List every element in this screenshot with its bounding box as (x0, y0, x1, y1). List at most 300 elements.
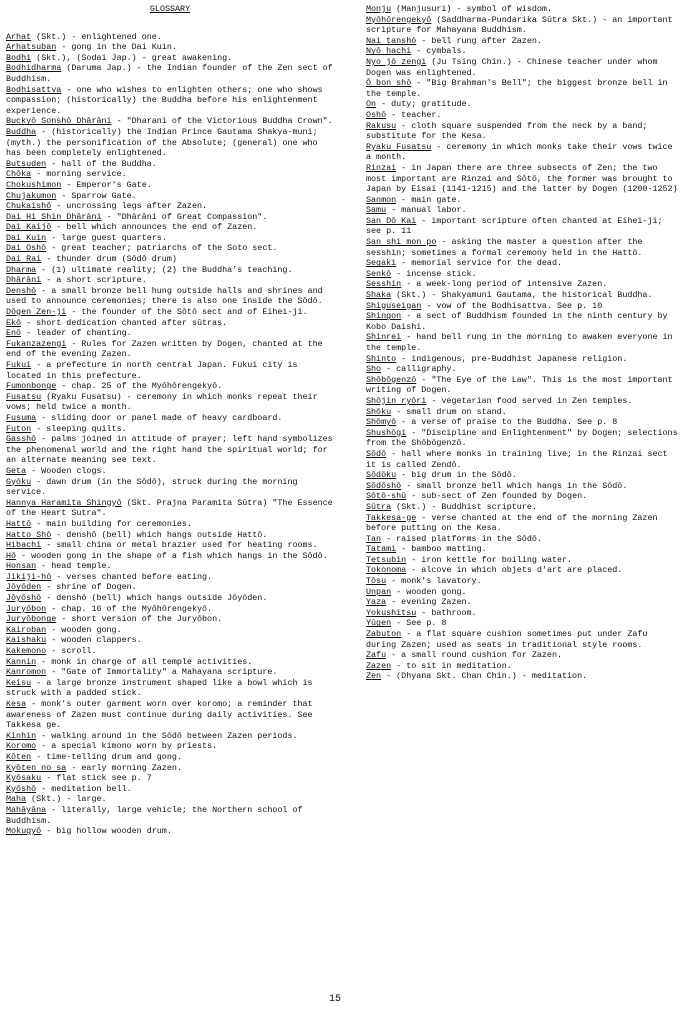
glossary-entry (366, 597, 678, 608)
glossary-definition: - small drum on stand. (391, 406, 507, 417)
glossary-entry (366, 57, 678, 78)
glossary-term: Butsuden (6, 158, 47, 169)
glossary-definition: - verse chanted at the end of the morning Zazen before putting on the Kesa. (366, 512, 658, 534)
glossary-definition: - a small bronze bell hung outside halls and shrines and used to announce ceremonies; there is also one inside the Sōdō. (6, 285, 323, 307)
glossary-term: Jikiji-hō (6, 571, 52, 582)
glossary-definition: - short dedication chanted after sūtras. (21, 317, 228, 328)
glossary-entry (6, 381, 334, 392)
glossary-definition: - to sit in meditation. (391, 660, 512, 671)
glossary-term: Oshō (366, 109, 387, 120)
glossary-term: Kinhin (6, 730, 37, 741)
glossary-term: Yaza (366, 597, 387, 608)
glossary-definition: - verses chanted before eating. (51, 571, 213, 582)
glossary-entry (6, 572, 334, 583)
glossary-definition: - alcove in which objets d'art are placed. (406, 565, 623, 576)
glossary-term: Dai Kaijō (6, 222, 52, 233)
glossary-definition: - meditation bell. (36, 783, 132, 794)
glossary-definition: - a large bronze instrument shaped like a bowl which is struck with a padded stick. (6, 677, 313, 699)
glossary-entry (366, 36, 678, 47)
glossary-entry (366, 618, 678, 629)
glossary-term: Hibachi (6, 540, 42, 551)
glossary-term: Kōten (6, 751, 32, 762)
glossary-term: Hannya Haramita Shingyō (6, 497, 122, 508)
glossary-term: Fukanzazengi (6, 338, 67, 349)
glossary-term: Bodhisattva (6, 84, 62, 95)
glossary-entry (6, 169, 334, 180)
glossary-definition: - bell rung after Zazen. (416, 35, 542, 46)
glossary-entry (6, 159, 334, 170)
glossary-entry (6, 243, 334, 254)
glossary-definition: - head temple. (36, 561, 112, 572)
glossary-definition: - big drum in the Sōdō. (396, 470, 517, 481)
glossary-definition: - (Dhyana Skt. Chan Chin.) - meditation. (381, 671, 588, 682)
glossary-entry (6, 254, 334, 265)
glossary-entry (6, 519, 334, 530)
glossary-definition: - memorial service for the dead. (396, 258, 563, 269)
glossary-definition: - sleeping quilts. (31, 423, 127, 434)
glossary-entry (6, 307, 334, 318)
glossary-entry (6, 699, 334, 731)
glossary-definition: - chap. 16 of the Myōhōrengekyō. (46, 603, 213, 614)
glossary-entry (6, 413, 334, 424)
glossary-definition: - main building for ceremonies. (31, 518, 192, 529)
glossary-term: Nyō hachi (366, 46, 412, 57)
glossary-definition: - bell which announces the end of Zazen. (51, 222, 258, 233)
glossary-term: Hattō (6, 518, 32, 529)
page-number: 15 (329, 994, 342, 1005)
glossary-definition: (Skt.) - large. (26, 794, 107, 805)
glossary-entry (6, 614, 334, 625)
glossary-entry (6, 805, 334, 826)
glossary-definition: - sliding door or panel made of heavy cardboard. (36, 412, 283, 423)
glossary-definition: - palms joined in attitude of prayer; left hand symbolizes the phenomenal world and the right hand the spiritual world; for an alternate meaning see text. (6, 434, 333, 466)
glossary-term: On (366, 99, 377, 110)
glossary-entry (6, 233, 334, 244)
glossary-term: Fukui (6, 360, 32, 370)
glossary-definition: - dawn drum (in the Sōdō), struck during the morning service. (6, 476, 298, 498)
glossary-definition: - Sparrow Gate. (56, 190, 137, 201)
glossary-definition: (Skt. Prajna Paramita Sūtra) "The Essence of the Heart Sutra". (6, 497, 333, 519)
glossary-term: Gyōku (6, 476, 32, 487)
glossary-term: Senkō (366, 268, 392, 279)
glossary-definition: - monk's outer garment worn over koromo; a reminder that awareness of Zazen must continue during daily activities. See Takkesa ge. (6, 699, 313, 731)
glossary-term: Rinzai (366, 162, 397, 173)
glossary-entry (366, 650, 678, 661)
glossary-term: Buckyō Sonshō Dhārāni (6, 116, 112, 127)
glossary-term: Shōmyō (366, 417, 397, 428)
glossary-entry (6, 794, 334, 805)
glossary-term: Geta (6, 465, 27, 476)
glossary-definition: - denshō (bell) which hangs outside Jōyōden. (41, 593, 268, 604)
glossary-term: Jōyōshō (6, 593, 42, 604)
glossary-term: Kyōten no sa (6, 762, 67, 773)
glossary-term: Kyōshō (6, 783, 37, 794)
glossary-term: Hatto Shō (6, 529, 52, 540)
glossary-term: Ryaku Fusatsu (366, 141, 432, 152)
glossary-term: Zen (366, 671, 382, 682)
glossary-entry (6, 593, 334, 604)
glossary-entry (6, 116, 334, 127)
glossary-term: Monju (366, 4, 392, 14)
glossary-definition: - big hollow wooden drum. (41, 826, 172, 837)
glossary-entry (6, 752, 334, 763)
glossary-term: Mahāyāna (6, 804, 47, 815)
glossary-definition: - (1) ultimate reality; (2) the Buddha's teaching. (36, 264, 293, 275)
glossary-definition: - evening Zazen. (386, 597, 472, 608)
glossary-definition: (Skt.) - enlightened one. (31, 31, 162, 42)
glossary-entry (6, 551, 334, 562)
glossary-entry (366, 417, 678, 428)
glossary-entry (6, 540, 334, 551)
glossary-entry (6, 201, 334, 212)
glossary-entry (366, 534, 678, 545)
glossary-entry (366, 629, 678, 650)
glossary-term: Arhat (6, 31, 32, 42)
glossary-entry (6, 667, 334, 678)
glossary-term: Juryōbon (6, 603, 47, 614)
glossary-term: Bodhi (6, 52, 32, 63)
glossary-term: Ekō (6, 317, 22, 328)
glossary-entry (366, 470, 678, 481)
glossary-term: Jōyōden (6, 582, 42, 593)
glossary-term: Kannin (6, 656, 37, 667)
glossary-definition: - hall where monks in training live; in the Rinzai sect it is called Zendō. (366, 448, 668, 470)
glossary-term: Tatami (366, 544, 397, 555)
glossary-entry (366, 15, 678, 36)
glossary-entry (6, 191, 334, 202)
glossary-definition: - "The Eye of the Law". This is the most important writing of Dogen. (366, 374, 673, 396)
glossary-entry (366, 279, 678, 290)
glossary-definition: (Ju Tsing Chin.) - Chinese teacher under whom Dogen was enlightened. (366, 56, 658, 78)
glossary-term: Ō bon shō (366, 78, 412, 89)
glossary-term: Koromo (6, 741, 37, 752)
glossary-entry (6, 53, 334, 64)
glossary-term: Bodhidharma (6, 63, 62, 74)
glossary-term: Sōtō-shū (366, 491, 407, 502)
glossary-term: Kanromon (6, 667, 47, 678)
glossary-entry (366, 301, 678, 312)
glossary-definition: - Rules for Zazen written by Dogen, chanted at the end of the evening Zazen. (6, 338, 323, 360)
glossary-definition: - asking the master a question after the sesshin; sometimes a formal ceremony held in the Hattō. (366, 237, 643, 258)
glossary-term: Sesshin (366, 279, 402, 290)
glossary-definition: - bathroom. (416, 607, 477, 618)
glossary-definition: - wooden gong. (46, 624, 122, 635)
glossary-entry (6, 212, 334, 223)
glossary-term: Tetsubin (366, 554, 407, 565)
glossary-entry (6, 360, 334, 381)
glossary-term: Arhatsuban (6, 42, 57, 53)
glossary-definition: - the founder of the Sōtō sect and of Eihei-ji. (66, 307, 308, 318)
glossary-definition: - hand bell rung in the morning to awaken everyone in the temple. (366, 332, 673, 353)
glossary-entry (6, 826, 334, 837)
glossary-definition: - teacher. (386, 109, 442, 120)
glossary-term: San shi mon po (366, 237, 437, 248)
glossary-definition: - gong in the Dai Kuin. (56, 42, 177, 53)
glossary-definition: - "Dharani of the Victorious Buddha Crown". (111, 116, 333, 127)
glossary-term: Shinrei (366, 332, 402, 343)
glossary-entry (366, 78, 678, 99)
glossary-definition: (Skt.) - Buddhist scripture. (391, 501, 537, 512)
glossary-entry (366, 354, 678, 365)
glossary-definition: - cloth square suspended from the neck by a band; substitute for the Kesa. (366, 120, 648, 142)
glossary-entry (6, 678, 334, 699)
glossary-entry (366, 396, 678, 407)
glossary-definition: - vegetarian food served in Zen temples. (426, 395, 633, 406)
glossary-definition: - manual labor. (386, 205, 467, 216)
glossary-term: Fusuma (6, 412, 37, 423)
glossary-definition: - uncrossing legs after Zazen. (51, 201, 208, 212)
glossary-definition: - bamboo matting. (396, 544, 487, 555)
glossary-term: San Dō Kai (366, 215, 417, 226)
glossary-entry (366, 258, 678, 269)
glossary-entry (366, 195, 678, 206)
glossary-term: Chōka (6, 169, 32, 180)
glossary-term: Dharma (6, 264, 37, 275)
glossary-term: Maha (6, 794, 27, 805)
glossary-entry (6, 339, 334, 360)
glossary-entry (6, 773, 334, 784)
glossary-term: Dai Oshō (6, 243, 47, 254)
glossary-term: Keisu (6, 677, 32, 688)
glossary-definition: - a verse of praise to the Buddha. See p. 8 (396, 417, 618, 428)
glossary-entry (6, 222, 334, 233)
glossary-entry (6, 477, 334, 498)
glossary-definition: - small bronze bell which hangs in the Sōdō. (401, 480, 628, 491)
glossary-entry (6, 604, 334, 615)
glossary-definition: - morning service. (31, 169, 127, 180)
glossary-entry (366, 576, 678, 587)
glossary-definition: - denshō (bell) which hangs outside Hattō. (51, 529, 268, 540)
glossary-entry (6, 180, 334, 191)
glossary-definition: - scroll. (46, 646, 97, 657)
glossary-entry (6, 731, 334, 742)
glossary-definition: - a prefecture in north central Japan. Fukui city is located in this prefecture. (6, 360, 298, 381)
glossary-entry (366, 513, 678, 534)
glossary-entry (366, 671, 678, 682)
glossary-entry (6, 275, 334, 286)
glossary-definition: - raised platforms in the Sōdō. (381, 533, 542, 544)
glossary-term: Samu (366, 205, 387, 216)
glossary-term: Sanmon (366, 194, 397, 205)
glossary-definition: - "Discipline and Enlightenment" by Dogen; selections from the Shōbōgenzō. (366, 427, 678, 449)
glossary-definition: - small china or metal brazier used for heating rooms. (41, 540, 318, 551)
glossary-term: Chukaishō (6, 201, 52, 212)
glossary-entry (366, 163, 678, 195)
glossary-term: Sōdōshō (366, 480, 402, 491)
glossary-definition: - one who wishes to enlighten others; one who shows compassion; (historically) the Buddha before his enlightenment experience. (6, 84, 323, 116)
glossary-definition: - iron kettle for boiling water. (406, 554, 573, 565)
glossary-term: Fumonbonge (6, 381, 57, 392)
glossary-term: Kyōsaku (6, 773, 42, 784)
glossary-entry (6, 741, 334, 752)
glossary-definition: - Emperor's Gate. (61, 179, 152, 190)
glossary-definition: (Manjusuri) - symbol of wisdom. (391, 4, 552, 14)
glossary-definition: - shrine of Dogen. (41, 582, 137, 593)
glossary-entry (6, 561, 334, 572)
glossary-entry (366, 311, 678, 332)
glossary-entry (366, 205, 678, 216)
glossary-definition: (Skt.), (Sodai Jap.) - great awakening. (31, 52, 233, 63)
glossary-column-left (6, 4, 334, 837)
glossary-definition: - ceremony in which monks take their vows twice a month. (366, 141, 673, 163)
glossary-definition: - "Big Brahman's Bell"; the biggest bronze bell in the temple. (366, 78, 668, 99)
glossary-term: Nai tanshō (366, 35, 417, 46)
glossary-term: Shushōgi (366, 427, 407, 438)
glossary-definition: - incense stick. (391, 268, 477, 279)
glossary-entry (366, 375, 678, 396)
glossary-entry (366, 110, 678, 121)
glossary-term: Tokonoma (366, 565, 407, 576)
glossary-definition: (Daruma Jap.) - the Indian founder of the Zen sect of Buddhism. (6, 63, 333, 84)
glossary-term: Shinto (366, 353, 397, 364)
glossary-entry (366, 544, 678, 555)
glossary-term: Shaka (366, 290, 392, 301)
glossary-definition: - leader of chanting. (21, 328, 132, 339)
glossary-list-right (366, 4, 678, 682)
glossary-definition: - early morning Zazen. (66, 762, 182, 773)
glossary-term: Tan (366, 533, 382, 544)
glossary-entry (366, 4, 678, 15)
glossary-definition: - large guest quarters. (46, 232, 167, 243)
glossary-entry (366, 608, 678, 619)
glossary-entry (6, 392, 334, 413)
glossary-definition: - See p. 8 (391, 618, 447, 629)
glossary-definition: - time-telling drum and gong. (31, 751, 182, 762)
glossary-term: Kesa (6, 699, 27, 709)
glossary-definition: - chap. 25 of the Myōhōrengekyō. (56, 381, 223, 392)
glossary-term: Sūtra (366, 501, 392, 512)
glossary-term: Zazen (366, 660, 392, 671)
glossary-term: Buddha (6, 126, 37, 137)
glossary-term: Dōgen Zen-ji (6, 307, 67, 318)
glossary-definition: - short version of the Juryōbon. (56, 614, 223, 625)
glossary-definition: (Saddharma-Pundarika Sūtra Skt.) - an important scripture for Mahayana Buddhism. (366, 14, 673, 36)
glossary-entry (366, 99, 678, 110)
glossary-entry (366, 121, 678, 142)
glossary-term: Myōhōrengekyō (366, 14, 432, 25)
glossary-term: Shōku (366, 406, 392, 417)
glossary-entry (366, 491, 678, 502)
glossary-definition: - a week-long period of intensive Zazen. (401, 279, 608, 290)
glossary-definition: - wooden gong in the shape of a fish which hangs in the Sōdō. (16, 550, 328, 561)
glossary-definition: - a sect of Buddhism founded in the ninth century by Kobo Daishi. (366, 311, 668, 332)
glossary-definition: - sub-sect of Zen founded by Dogen. (406, 491, 588, 502)
glossary-term: Gasshō (6, 434, 37, 445)
glossary-entry (366, 661, 678, 672)
glossary-term: Fusatsu (6, 391, 42, 402)
page-title: GLOSSARY (149, 4, 191, 14)
glossary-definition: - hall of the Buddha. (46, 158, 157, 169)
glossary-definition: - vow of the Bodhisattva. See p. 10 (421, 300, 603, 311)
glossary-definition: - "Dhārāni of Great Compassion". (101, 211, 268, 222)
glossary-term: Shingon (366, 311, 402, 322)
glossary-definition: - in Japan there are three subsects of Zen; the two most important are Rinzai and Sōtō, the former was brought to Japan by Eisai (1141-1215) and the latter by Dogen (1200-1252) (366, 162, 678, 195)
glossary-definition: - a special kimono worn by priests. (36, 741, 218, 752)
glossary-definition: - wooden gong. (391, 586, 467, 597)
glossary-entry (6, 42, 334, 53)
glossary-term: Nyo jō zengi (366, 56, 427, 67)
glossary-term: Futon (6, 423, 32, 434)
glossary-term: Shiguseigan (366, 300, 422, 311)
glossary-entry (6, 646, 334, 657)
glossary-term: Kairoban (6, 624, 47, 635)
glossary-term: Dai Kuin (6, 232, 47, 243)
glossary-entry (366, 290, 678, 301)
glossary-term: Sōdōku (366, 470, 397, 481)
glossary-entry (6, 625, 334, 636)
glossary-term: Chokushimon (6, 179, 62, 190)
glossary-entry (6, 763, 334, 774)
glossary-definition: - (historically) the Indian Prince Gautama Shakya-muni; (myth.) the personification of the Absolute; (general) one who has been completely enlightened. (6, 126, 318, 159)
glossary-term: Enō (6, 328, 22, 339)
glossary-entry (366, 481, 678, 492)
glossary-entry (366, 142, 678, 163)
glossary-definition: - flat stick see p. 7 (41, 773, 152, 784)
glossary-entry (366, 502, 678, 513)
glossary-entry (366, 364, 678, 375)
glossary-term: Segaki (366, 258, 397, 269)
glossary-entry (6, 127, 334, 159)
glossary-definition: - "Gate of Immortality" a Mahayana scripture. (46, 667, 278, 678)
glossary-term: Rakusu (366, 120, 397, 131)
glossary-definition: - great teacher; patriarchs of the Soto sect. (46, 243, 278, 254)
glossary-definition: - a short scripture. (41, 275, 147, 286)
glossary-entry (366, 216, 678, 237)
glossary-entry (366, 555, 678, 566)
glossary-definition: - monk's lavatory. (386, 576, 482, 587)
glossary-entry (6, 85, 334, 117)
glossary-entry (6, 286, 334, 307)
glossary-entry (366, 587, 678, 598)
glossary-term: Sōdō (366, 448, 387, 459)
glossary-term: Kaishaku (6, 635, 47, 646)
glossary-entry (6, 434, 334, 466)
glossary-term: Dai Rai (6, 254, 42, 265)
glossary-entry (6, 635, 334, 646)
glossary-term: Denshō (6, 285, 37, 296)
glossary-term: Unpan (366, 586, 392, 597)
glossary-definition: - walking around in the Sōdō between Zazen periods. (36, 730, 298, 741)
glossary-definition: - thunder drum (Sōdō drum) (41, 254, 177, 265)
glossary-entry (6, 582, 334, 593)
glossary-definition: (Ryaku Fusatsu) - ceremony in which monks repeat their vows; held twice a month. (6, 391, 318, 413)
glossary-entry (366, 332, 678, 353)
glossary-definition: (Skt.) - Shakyamuni Gautama, the historical Buddha. (391, 290, 653, 301)
glossary-entry (366, 269, 678, 280)
glossary-term: Hō (6, 550, 17, 561)
glossary-term: Dai Hi Shin Dhārāni (6, 211, 102, 222)
glossary-definition: - monk in charge of all temple activities. (36, 656, 253, 667)
glossary-entry (366, 237, 678, 258)
glossary-term: Tōsu (366, 576, 387, 587)
glossary-entry (366, 565, 678, 576)
glossary-term: Chujakumon (6, 190, 57, 201)
glossary-term: Sho (366, 364, 382, 375)
glossary-term: Honsan (6, 561, 37, 572)
glossary-column-right (366, 4, 678, 682)
glossary-term: Yūgen (366, 618, 392, 629)
glossary-entry (6, 466, 334, 477)
glossary-entry (6, 63, 334, 84)
glossary-definition: - duty; gratitude. (376, 99, 472, 110)
glossary-entry (6, 498, 334, 519)
glossary-entry (366, 407, 678, 418)
glossary-entry (6, 424, 334, 435)
glossary-definition: - cymbals. (411, 46, 467, 57)
glossary-entry (366, 46, 678, 57)
glossary-entry (6, 657, 334, 668)
glossary-entry (6, 32, 334, 43)
